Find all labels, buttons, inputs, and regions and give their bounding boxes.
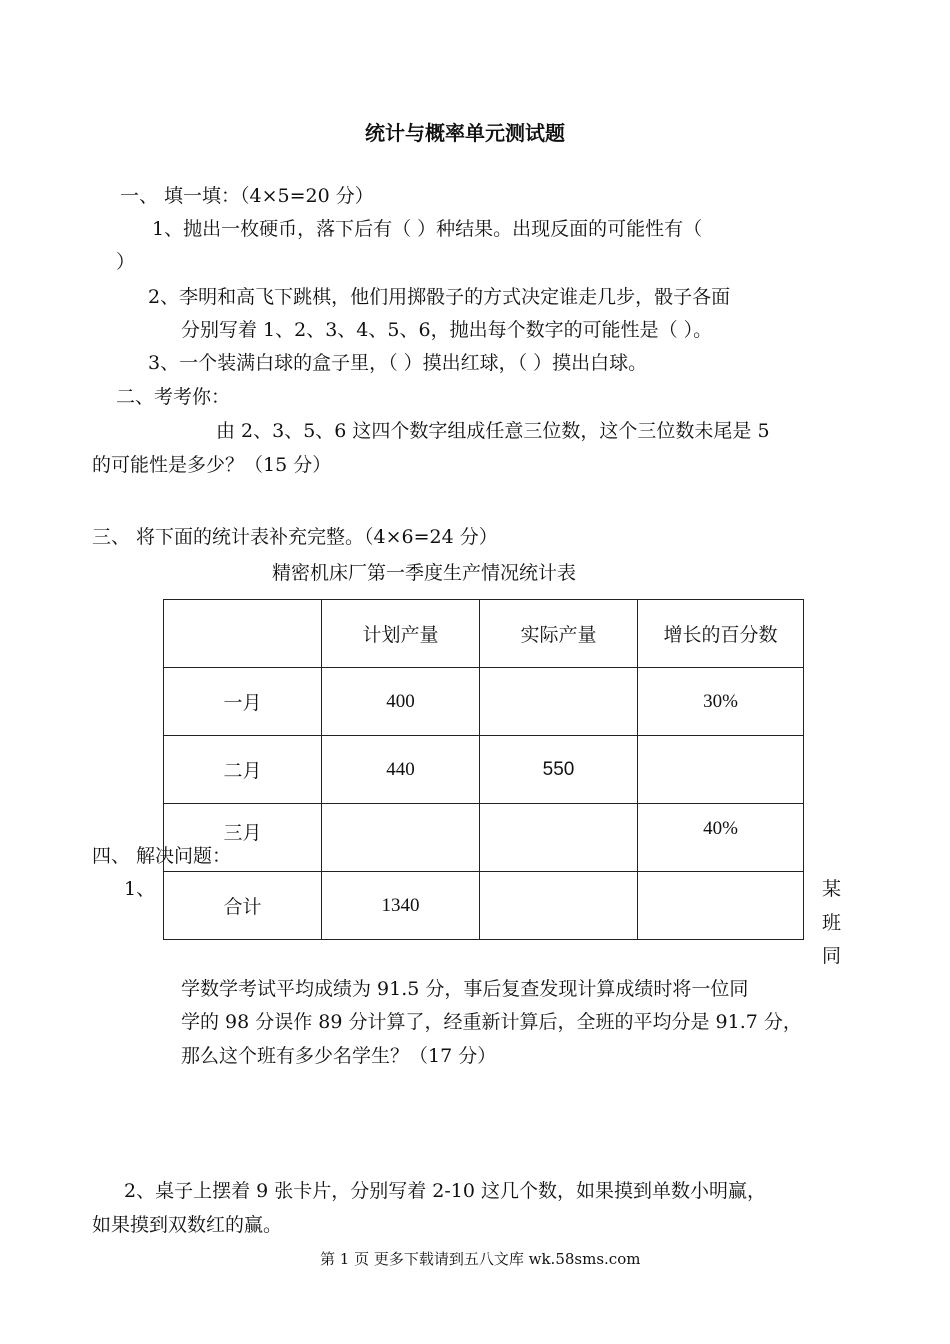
page-title: 统计与概率单元测试题	[365, 121, 565, 145]
table-header-cell	[164, 600, 322, 668]
section1-heading: 一、 填一填：（4×5=20 分）	[120, 185, 374, 207]
table-cell-month: 三月	[164, 804, 322, 872]
section1-q1-line2: ）	[116, 251, 136, 273]
table-cell	[638, 872, 804, 940]
table-title: 精密机床厂第一季度生产情况统计表	[272, 562, 577, 584]
table-row	[164, 872, 804, 940]
section1-q2-line1: 2、李明和高飞下跳棋，他们用掷骰子的方式决定谁走几步，骰子各面	[148, 286, 731, 308]
section4-q1-line2: 学的 98 分误作 89 分计算了，经重新计算后，全班的平均分是 91.7 分，	[181, 1011, 802, 1033]
table-cell	[322, 804, 480, 872]
table-cell: 1340	[322, 872, 480, 940]
section4-q2-line1: 2、桌子上摆着 9 张卡片，分别写着 2-10 这几个数，如果摸到单数小明赢，	[124, 1180, 767, 1202]
table-header-cell: 实际产量	[480, 600, 638, 668]
section4-q1-vertical-char: 同	[822, 945, 842, 967]
table-cell-month: 合计	[164, 872, 322, 940]
section1-q1-line1: 1、抛出一枚硬币，落下后有（ ）种结果。出现反面的可能性有（	[152, 218, 703, 240]
section4-q1-vertical-char: 班	[822, 912, 842, 934]
table-cell-month: 一月	[164, 668, 322, 736]
table-cell: 40%	[638, 804, 804, 872]
table-cell	[480, 668, 638, 736]
table-row	[164, 804, 804, 872]
table-cell: 400	[322, 668, 480, 736]
table-header-cell: 计划产量	[322, 600, 480, 668]
table-cell: 440	[322, 736, 480, 804]
page-footer: 第 1 页 更多下载请到五八文库 wk.58sms.com	[320, 1250, 641, 1268]
table-cell	[480, 872, 638, 940]
section4-q2-line2: 如果摸到双数红的赢。	[92, 1214, 283, 1236]
section3-heading: 三、 将下面的统计表补充完整。（4×6=24 分）	[92, 526, 498, 548]
table-row	[164, 668, 804, 736]
section4-heading: 四、 解决问题：	[92, 845, 232, 867]
table-row	[164, 736, 804, 804]
section4-q1-number: 1、	[124, 878, 156, 900]
section2-line1: 由 2、3、5、6 这四个数字组成任意三位数，这个三位数未尾是 5	[216, 420, 770, 442]
section2-line2: 的可能性是多少？（15 分）	[92, 454, 332, 476]
section2-heading: 二、考考你：	[116, 386, 231, 408]
table-header-cell: 增长的百分数	[638, 600, 804, 668]
section4-q1-vertical-char: 某	[822, 878, 842, 900]
table-cell: 550	[480, 736, 638, 804]
section4-q1-line3: 那么这个班有多少名学生？（17 分）	[181, 1045, 497, 1067]
production-table	[163, 599, 804, 940]
table-header-row	[164, 600, 804, 668]
table-cell: 30%	[638, 668, 804, 736]
section1-q3: 3、一个装满白球的盒子里，（ ）摸出红球，（ ）摸出白球。	[148, 352, 648, 374]
section4-q1-line1: 学数学考试平均成绩为 91.5 分，事后复查发现计算成绩时将一位同	[181, 978, 749, 1000]
table-cell	[480, 804, 638, 872]
table-cell	[638, 736, 804, 804]
section1-q2-line2: 分别写着 1、2、3、4、5、6，抛出每个数字的可能性是（ ）。	[181, 319, 713, 341]
table-cell-month: 二月	[164, 736, 322, 804]
